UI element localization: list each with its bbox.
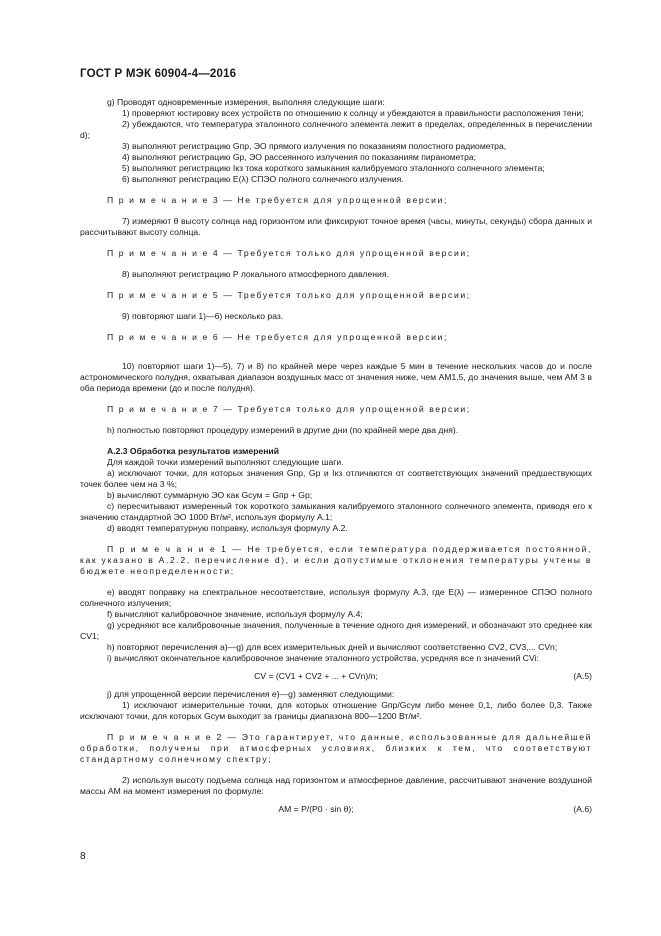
paragraph: d) вводят температурную поправку, используя формулу А.2.	[107, 523, 348, 533]
formula-text: AM = P/(P0 · sin θ);	[278, 804, 354, 814]
paragraph: 4) выполняют регистрацию Gр, ЭО рассеянного излучения по показаниям пиранометра;	[122, 152, 477, 162]
paragraph: e) вводят поправку на спектральное несоответствие, используя формулу А.3, где E(λ) — измеренное СПЭО полного солнечного излучения;	[80, 587, 592, 608]
note: П р и м е ч а н и е 2 — Это гарантирует, что данные, использованные для дальнейшей обработки, получены при атмосферных условиях, близких к тем, что соответствуют стандартному солнечному спектру;	[80, 732, 592, 764]
paragraph: 10) повторяют шаги 1)—5), 7) и 8) по крайней мере через каждые 5 мин в течение нескольких часов до и после астрономического полудня, охватывая диапазон воздушных масс от значения ниже, чем AM1.5, до значения выше, чем AM 3 в оба периода времени (до и после полудня).	[80, 361, 592, 393]
paragraph: 2) убеждаются, что температура эталонного солнечного элемента лежит в пределах, определенных в перечислении d);	[80, 119, 592, 140]
formula-number: (A.6)	[573, 804, 592, 814]
paragraph: c) пересчитывают измеренный ток короткого замыкания калибруемого эталонного солнечного элемента, приводя его к значению стандартной ЭО 1000 Вт/м², используя формулу А.1;	[80, 501, 592, 522]
note: П р и м е ч а н и е 4 — Требуется только для упрощенной версии;	[107, 248, 471, 258]
paragraph: 5) выполняют регистрацию Iкз тока короткого замыкания калибруемого эталонного солнечного элемента;	[122, 163, 545, 173]
note: П р и м е ч а н и е 6 — Не требуется для упрощенной версии;	[107, 332, 448, 342]
note: П р и м е ч а н и е 5 — Требуется только для упрощенной версии;	[107, 290, 471, 300]
page-number: 8	[80, 851, 86, 862]
paragraph: j) для упрощенной версии перечисления e)—g) заменяют следующими:	[107, 689, 395, 699]
paragraph: g) усредняют все калибровочные значения, полученные в течение одного дня измерений, и обозначают это среднее как CV1;	[80, 620, 592, 641]
paragraph: f) вычисляют калибровочное значение, используя формулу А.4;	[107, 609, 363, 619]
formula-number: (A.5)	[573, 671, 592, 681]
paragraph: 7) измеряют θ высоту солнца над горизонтом или фиксируют точное время (часы, минуты, секунды) сбора данных и рассчитывают высоту солнца.	[80, 216, 592, 237]
paragraph: 1) проверяют юстировку всех устройств по отношению к солнцу и убеждаются в правильности расположения тени;	[122, 108, 584, 118]
paragraph: b) вычисляют суммарную ЭО как Gсум = Gпр + Gр;	[107, 490, 313, 500]
section-heading: A.2.3 Обработка результатов измерений	[107, 446, 279, 456]
paragraph: i) вычисляют окончательное калибровочное значение эталонного устройства, усредняя все n значений CVi:	[107, 653, 539, 663]
formula-a5	[80, 671, 592, 682]
note: П р и м е ч а н и е 3 — Не требуется для упрощенной версии;	[107, 195, 448, 205]
paragraph: g) Проводят одновременные измерения, выполняя следующие шаги:	[107, 97, 385, 107]
formula-text: CV = (CV1 + CV2 + ... + CVn)/n;	[254, 671, 378, 681]
document-body	[80, 90, 592, 815]
paragraph: 1) исключают измерительные точки, для которых отношение Gпр/Gсум либо менее 0,1, либо более 0,3. Также исключают точки, для которых Gсум выходит за границы диапазона 800—1200 Вт/м².	[80, 700, 592, 721]
document-header: ГОСТ Р МЭК 60904-4—2016	[80, 68, 237, 80]
formula-a6	[80, 804, 592, 815]
paragraph: h) полностью повторяют процедуру измерений в другие дни (по крайней мере два дня).	[107, 425, 459, 435]
paragraph: 9) повторяют шаги 1)—6) несколько раз.	[122, 311, 284, 321]
paragraph: 2) используя высоту подъема солнца над горизонтом и атмосферное давление, рассчитывают значение воздушной массы AM на момент измерения по формуле:	[80, 775, 592, 796]
paragraph: Для каждой точки измерений выполняют следующие шаги.	[107, 457, 344, 467]
note: П р и м е ч а н и е 7 — Требуется только для упрощенной версии;	[107, 404, 471, 414]
paragraph: а) исключают точки, для которых значения Gпр, Gр и Iкз отличаются от соответствующих значений предшествующих точек более чем на 3 %;	[80, 468, 592, 489]
paragraph: 8) выполняют регистрацию P локального атмосферного давления.	[122, 269, 389, 279]
paragraph: 6) выполняют регистрацию E(λ) СПЭО полного солнечного излучения.	[122, 174, 404, 184]
paragraph: 3) выполняют регистрацию Gпр, ЭО прямого излучения по показаниям полостного радиометра,	[122, 141, 507, 151]
note: П р и м е ч а н и е 1 — Не требуется, если температура поддерживается постоянной, как указано в А.2.2, перечисление d), и если допустимые отклонения температуры учтены в бюджете неопределенности;	[80, 544, 592, 576]
paragraph: h) повторяют перечисления а)—g) для всех измерительных дней и вычисляют соответственно CV2, CV3,... CVn;	[107, 642, 558, 652]
